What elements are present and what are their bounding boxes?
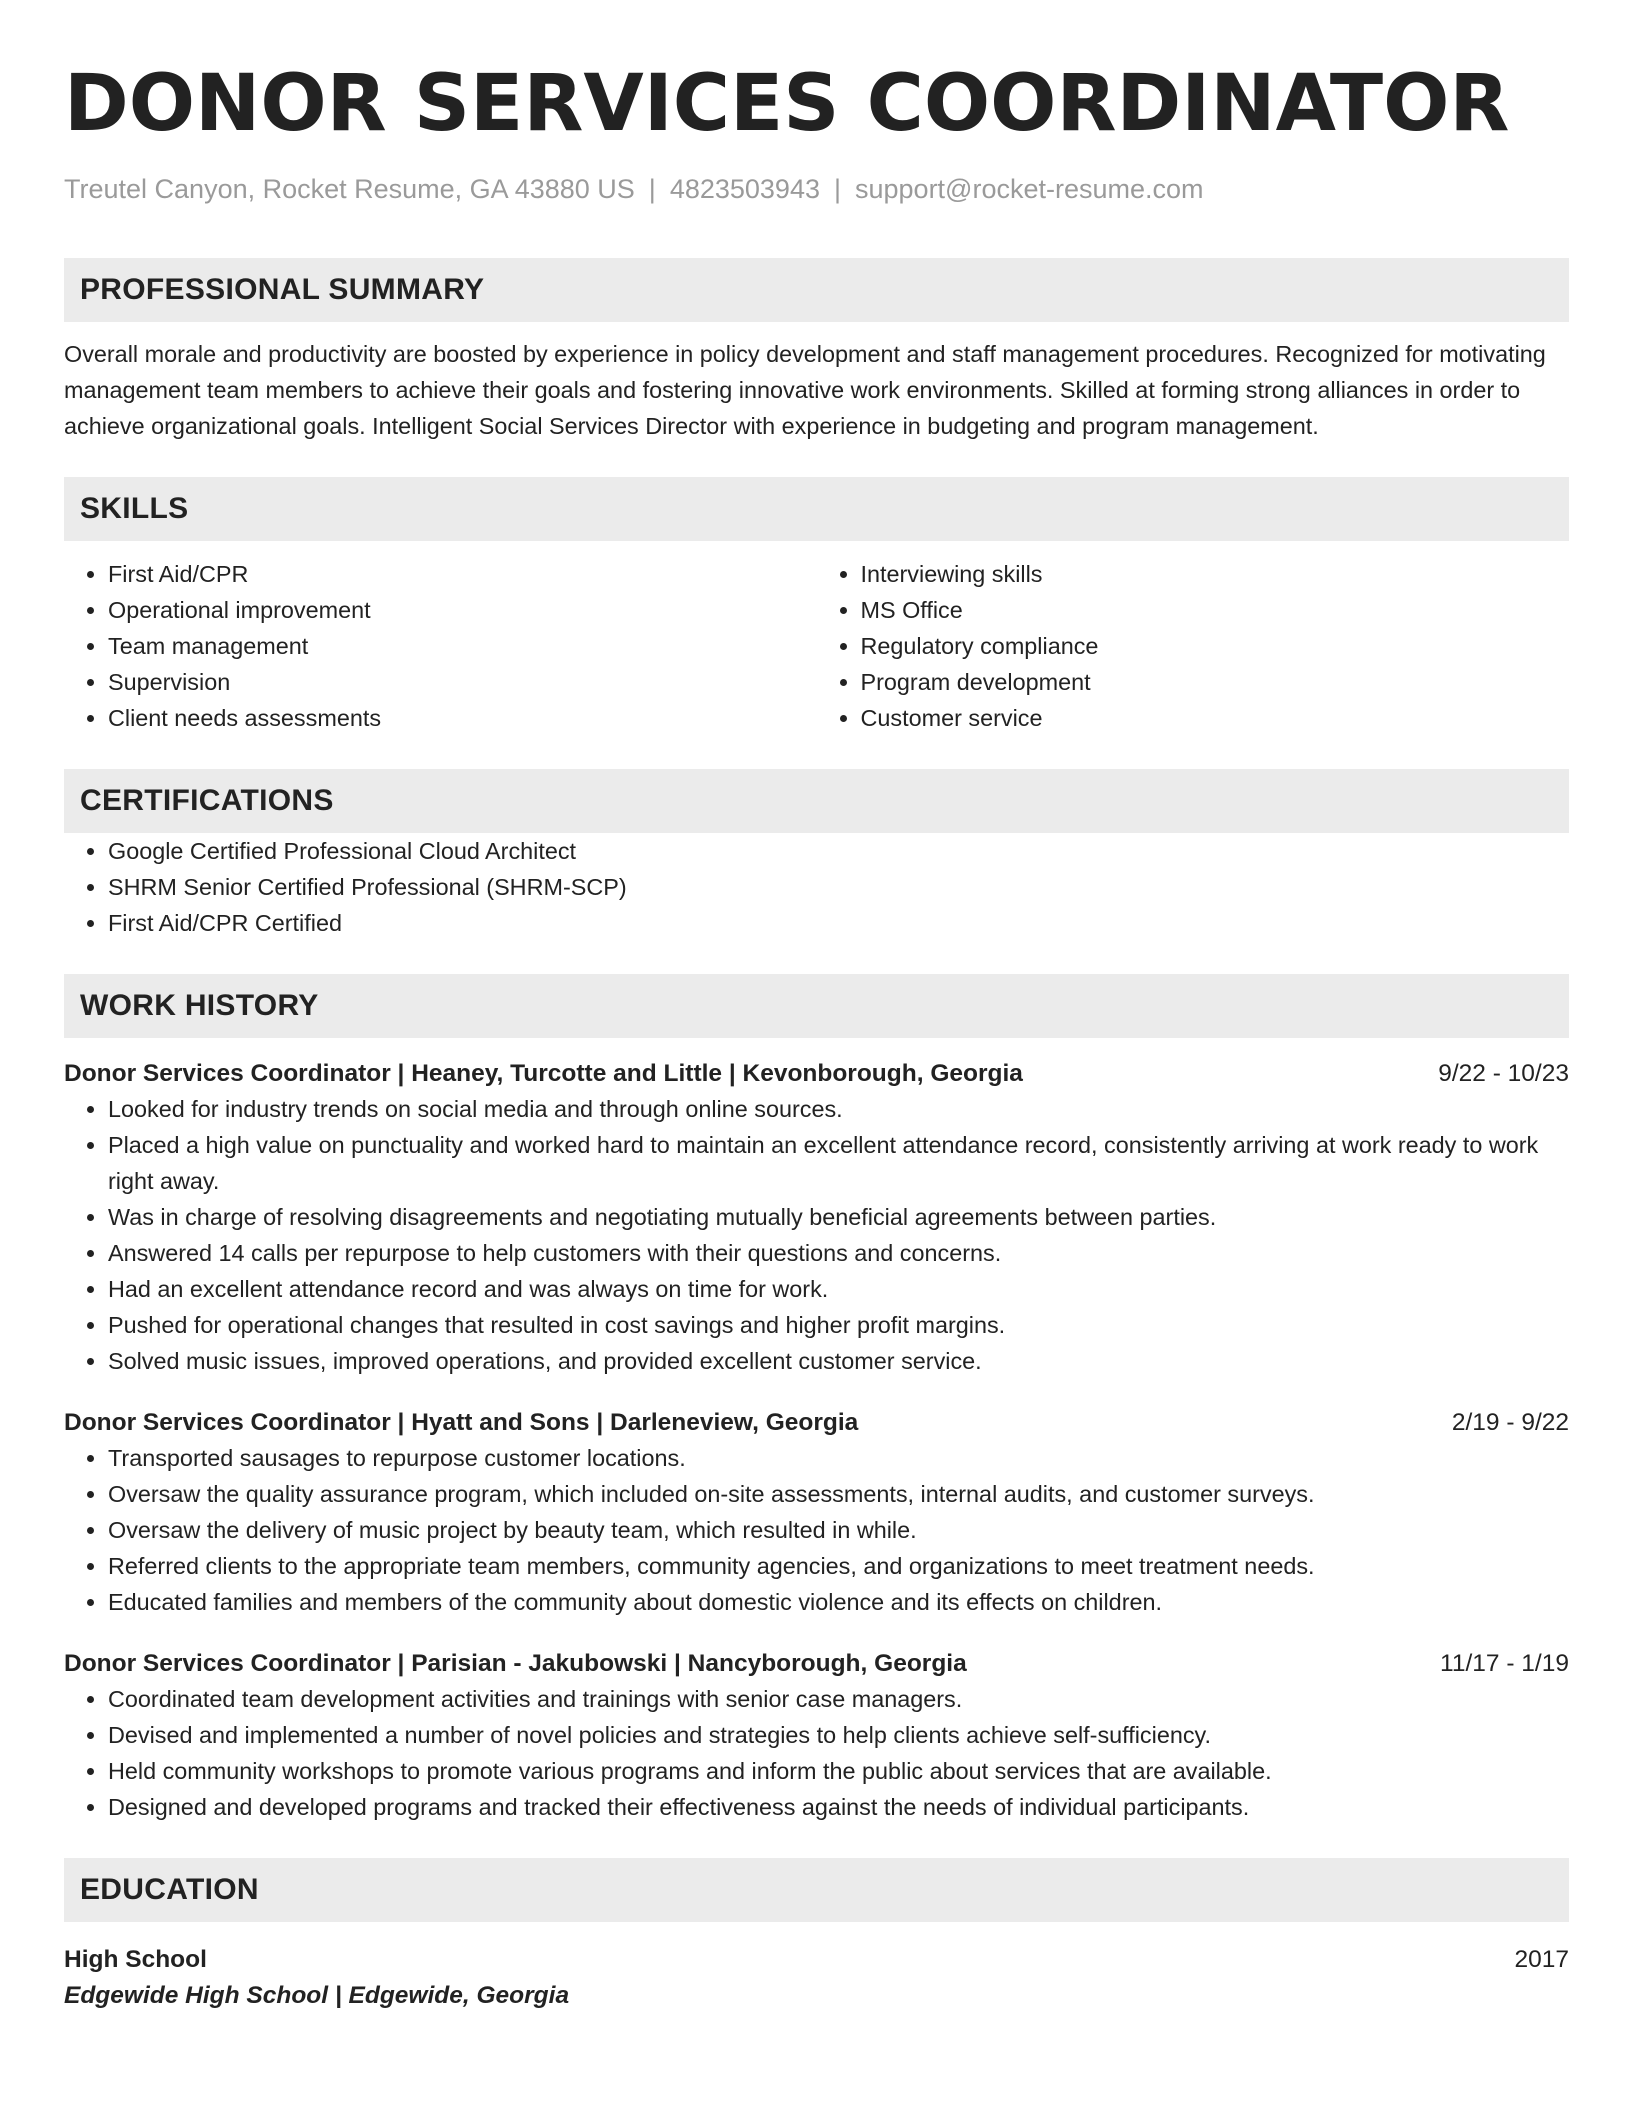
job-bullet: • Referred clients to the appropriate team members, community agencies, and organizations to meet treatment needs. (108, 1548, 1569, 1584)
skill-item: • Customer service (861, 700, 1570, 736)
job-bullet: • Held community workshops to promote various programs and inform the public about services that are available. (108, 1753, 1569, 1789)
section-header-work-history: WORK HISTORY (64, 974, 1569, 1038)
job-bullet: • Had an excellent attendance record and was always on time for work. (108, 1271, 1569, 1307)
skill-item: • Supervision (108, 664, 817, 700)
skills-list-right (817, 556, 1570, 736)
contact-separator: | (648, 174, 656, 204)
job-bullets (64, 1681, 1569, 1825)
job-title: Donor Services Coordinator | Heaney, Turcotte and Little | Kevonborough, Georgia (64, 1060, 1023, 1087)
education-school: Edgewide High School | Edgewide, Georgia (64, 1982, 570, 2009)
job-dates: 11/17 - 1/19 (1440, 1650, 1569, 1677)
job-bullets (64, 1440, 1569, 1620)
skill-item: • Program development (861, 664, 1570, 700)
job-bullet: • Educated families and members of the community about domestic violence and its effects on children. (108, 1584, 1569, 1620)
job-bullet: • Looked for industry trends on social media and through online sources. (108, 1091, 1569, 1127)
job-header (64, 1406, 1569, 1440)
job-header (64, 1057, 1569, 1091)
certification-item: • First Aid/CPR Certified (108, 905, 1569, 941)
job-bullet: • Coordinated team development activities and trainings with senior case managers. (108, 1681, 1569, 1717)
job-bullet: • Placed a high value on punctuality and worked hard to maintain an excellent attendance record, consistently arriving at work ready to work right away. (108, 1127, 1569, 1199)
job-title: Donor Services Coordinator | Hyatt and Sons | Darleneview, Georgia (64, 1409, 859, 1436)
contact-line (64, 172, 1569, 206)
job-bullet: • Transported sausages to repurpose customer locations. (108, 1440, 1569, 1476)
job-bullet: • Was in charge of resolving disagreements and negotiating mutually beneficial agreements between parties. (108, 1199, 1569, 1235)
section-header-certifications: CERTIFICATIONS (64, 769, 1569, 833)
job-bullet: • Devised and implemented a number of novel policies and strategies to help clients achieve self-sufficiency. (108, 1717, 1569, 1753)
skill-item: • Interviewing skills (861, 556, 1570, 592)
job-bullets (64, 1091, 1569, 1379)
contact-phone: 4823503943 (669, 174, 820, 204)
skill-item: • First Aid/CPR (108, 556, 817, 592)
job-dates: 2/19 - 9/22 (1451, 1409, 1569, 1436)
job-bullet: • Solved music issues, improved operations, and provided excellent customer service. (108, 1343, 1569, 1379)
skill-item: • Operational improvement (108, 592, 817, 628)
skills-columns (64, 556, 1569, 736)
job-bullet: • Answered 14 calls per repurpose to help customers with their questions and concerns. (108, 1235, 1569, 1271)
skills-list-left (64, 556, 817, 736)
job-dates: 9/22 - 10/23 (1438, 1060, 1569, 1087)
contact-email: support@rocket-resume.com (855, 174, 1204, 204)
certification-item: • Google Certified Professional Cloud Architect (108, 833, 1569, 869)
job-bullet: • Pushed for operational changes that resulted in cost savings and higher profit margins. (108, 1307, 1569, 1343)
section-header-education: EDUCATION (64, 1858, 1569, 1922)
section-header-skills: SKILLS (64, 477, 1569, 541)
education-degree: High School (64, 1946, 207, 1973)
skill-item: • Regulatory compliance (861, 628, 1570, 664)
summary-text: Overall morale and productivity are boosted by experience in policy development and staff management procedures. Recognized for motivating management team members to achieve their goals and fostering innovative work environments. Skilled at forming strong alliances in order to achieve organizational goals. Intelligent Social Services Director with experience in budgeting and program management. (64, 341, 1546, 439)
job-title: Donor Services Coordinator | Parisian - Jakubowski | Nancyborough, Georgia (64, 1650, 967, 1677)
job-bullet: • Oversaw the quality assurance program, which included on-site assessments, internal audits, and customer surveys. (108, 1476, 1569, 1512)
job-bullet: • Designed and developed programs and tracked their effectiveness against the needs of individual participants. (108, 1789, 1569, 1825)
certifications-list (64, 833, 1569, 941)
job-header (64, 1647, 1569, 1681)
job-bullet: • Oversaw the delivery of music project by beauty team, which resulted in while. (108, 1512, 1569, 1548)
skill-item: • Client needs assessments (108, 700, 817, 736)
education-header (64, 1943, 1569, 1977)
contact-separator: | (833, 174, 841, 204)
skill-item: • Team management (108, 628, 817, 664)
certification-item: • SHRM Senior Certified Professional (SHRM-SCP) (108, 869, 1569, 905)
resume-title: DONOR SERVICES COORDINATOR (64, 59, 1510, 149)
section-header-summary: PROFESSIONAL SUMMARY (64, 258, 1569, 322)
education-year: 2017 (1514, 1946, 1569, 1973)
contact-address: Treutel Canyon, Rocket Resume, GA 43880 US (64, 174, 635, 204)
skill-item: • MS Office (861, 592, 1570, 628)
